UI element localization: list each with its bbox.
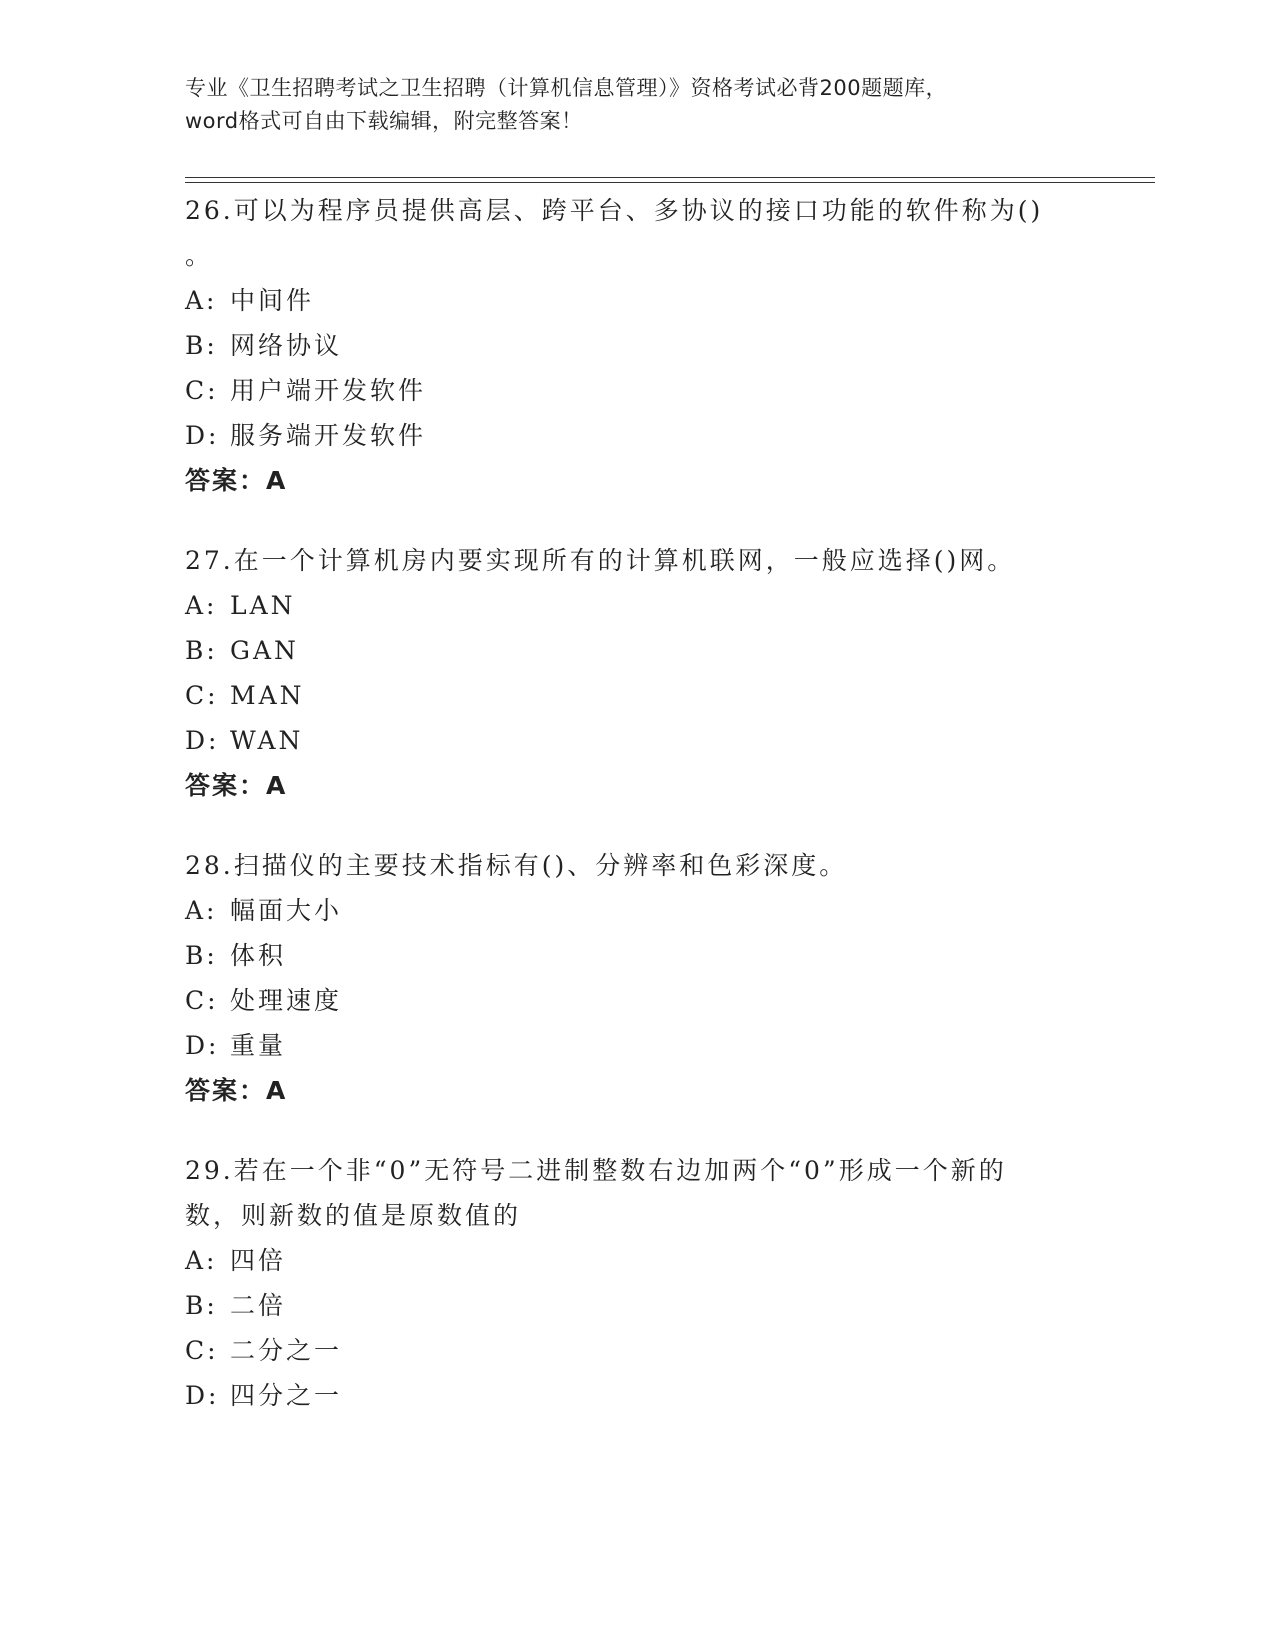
option-a xyxy=(185,583,1075,628)
option-text: 中间件 xyxy=(230,286,315,315)
option-text: 四分之一 xyxy=(230,1381,343,1410)
option-text: 二分之一 xyxy=(230,1336,343,1365)
question-item xyxy=(185,1148,1075,1418)
option-d xyxy=(185,413,1075,458)
answer-line: 答案：A xyxy=(185,771,288,800)
option-text: WAN xyxy=(230,726,304,755)
option-letter: D: xyxy=(185,1381,220,1410)
option-a xyxy=(185,1238,1075,1283)
option-letter: A: xyxy=(185,591,218,620)
option-d xyxy=(185,718,1075,763)
question-text: 26.可以为程序员提供高层、跨平台、多协议的接口功能的软件称为() 。 xyxy=(185,196,1044,270)
option-d xyxy=(185,1373,1075,1418)
option-letter: B: xyxy=(185,1291,218,1320)
option-letter: B: xyxy=(185,331,218,360)
option-text: LAN xyxy=(230,591,296,620)
answer-line: 答案：A xyxy=(185,466,288,495)
option-text: 用户端开发软件 xyxy=(230,376,427,405)
option-text: 处理速度 xyxy=(230,986,343,1015)
question-text: 27.在一个计算机房内要实现所有的计算机联网，一般应选择()网。 xyxy=(185,546,1016,575)
option-text: 服务端开发软件 xyxy=(230,421,427,450)
option-a xyxy=(185,888,1075,933)
option-text: 二倍 xyxy=(230,1291,287,1320)
option-b xyxy=(185,1283,1075,1328)
option-d xyxy=(185,1023,1075,1068)
option-text: 幅面大小 xyxy=(230,896,343,925)
option-c xyxy=(185,978,1075,1023)
question-list xyxy=(185,188,1075,1453)
option-letter: D: xyxy=(185,1031,220,1060)
document-header xyxy=(185,72,1085,138)
question-item xyxy=(185,843,1075,1113)
answer-line: 答案：A xyxy=(185,1076,288,1105)
header-divider-bottom xyxy=(185,182,1155,183)
option-a xyxy=(185,278,1075,323)
option-letter: A: xyxy=(185,286,218,315)
option-letter: B: xyxy=(185,636,218,665)
option-c xyxy=(185,368,1075,413)
option-c xyxy=(185,1328,1075,1373)
option-letter: C: xyxy=(185,376,219,405)
question-item xyxy=(185,188,1075,503)
option-letter: A: xyxy=(185,896,218,925)
option-text: 网络协议 xyxy=(230,331,343,360)
option-text: 重量 xyxy=(230,1031,287,1060)
option-letter: C: xyxy=(185,1336,219,1365)
option-letter: C: xyxy=(185,986,219,1015)
option-letter: D: xyxy=(185,421,220,450)
question-item xyxy=(185,538,1075,808)
option-text: GAN xyxy=(230,636,299,665)
option-text: 四倍 xyxy=(230,1246,287,1275)
option-c xyxy=(185,673,1075,718)
question-text: 28.扫描仪的主要技术指标有()、分辨率和色彩深度。 xyxy=(185,851,848,880)
question-text: 29.若在一个非“0”无符号二进制整数右边加两个“0”形成一个新的 数，则新数的值是原数值的 xyxy=(185,1156,1007,1230)
header-line-2: word格式可自由下载编辑，附完整答案！ xyxy=(185,109,583,133)
option-b xyxy=(185,933,1075,978)
header-divider-top xyxy=(185,177,1155,178)
option-b xyxy=(185,628,1075,673)
option-b xyxy=(185,323,1075,368)
option-letter: B: xyxy=(185,941,218,970)
option-letter: A: xyxy=(185,1246,218,1275)
option-text: 体积 xyxy=(230,941,287,970)
option-letter: C: xyxy=(185,681,219,710)
option-text: MAN xyxy=(230,681,305,710)
header-line-1: 专业《卫生招聘考试之卫生招聘（计算机信息管理）》资格考试必背200题题库， xyxy=(185,76,948,100)
option-letter: D: xyxy=(185,726,220,755)
